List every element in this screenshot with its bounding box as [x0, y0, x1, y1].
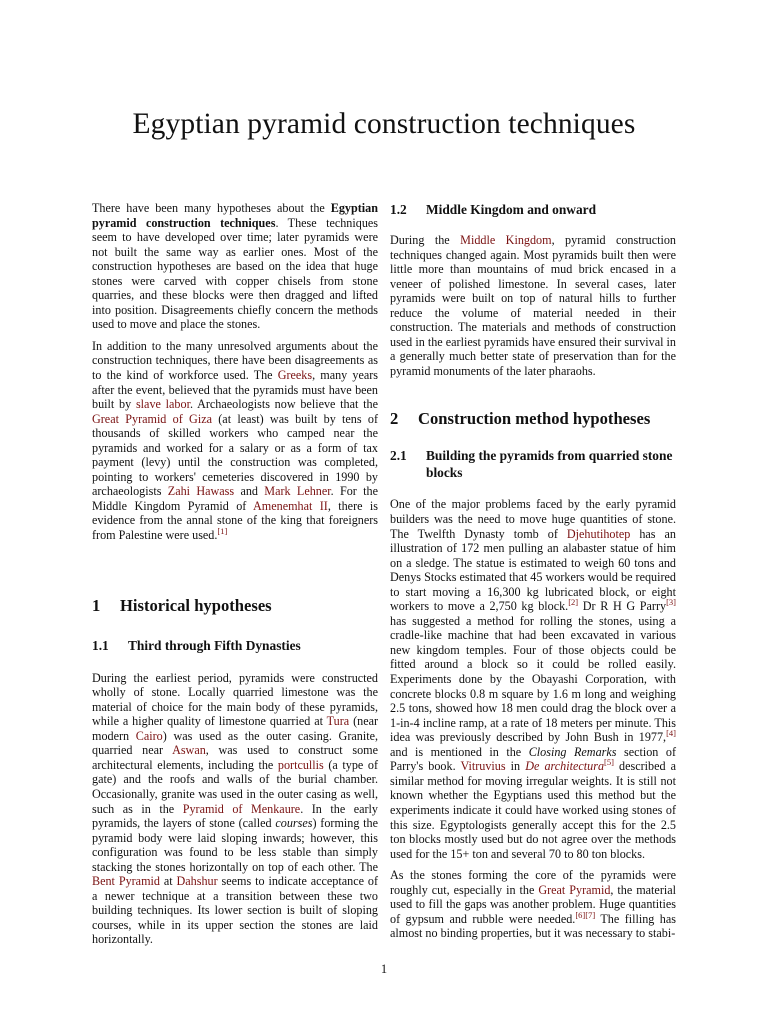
section-title: Third through Fifth Dynasties: [128, 637, 301, 653]
text: ) was used as the outer casing. Granite, quarried near: [92, 728, 378, 758]
link-dahshur[interactable]: Dahshur: [176, 874, 218, 889]
text: ) forming the pyramid body were laid sloping inwards; however, this configuration was found to be less stable than simply stacking the stones horizontally on top of each other. The: [92, 816, 378, 874]
text: at: [159, 874, 177, 889]
text: The filling has almost no binding properties, but it was necessary to stabi-: [390, 911, 676, 941]
link-tura[interactable]: Tura: [326, 714, 350, 729]
text: Dr R H G Parry: [578, 599, 667, 614]
text: in: [505, 759, 526, 774]
link-djehutihotep[interactable]: Djehutihotep: [566, 526, 631, 541]
section-number: 1.2: [390, 202, 407, 217]
text: During the earliest period, pyramids were constructed wholly of stone. Locally quarried limestone was the material of choice for the main body of these pyramids, while a higher quality of limestone quarried at: [92, 670, 378, 729]
section-2-1-paragraph-1: [390, 497, 676, 861]
link-vitruvius[interactable]: Vitruvius: [460, 759, 506, 774]
text: (a type of gate) and the roofs and walls of the burial chamber. Occasionally, granite was used in the outer casing as well, such as in the: [92, 757, 378, 816]
page-title: Egyptian pyramid construction techniques: [132, 108, 636, 140]
reference-3[interactable]: [3]: [666, 597, 676, 608]
text: . Archaeologists now believe that the: [189, 397, 378, 412]
text: has suggested a method for rolling the stones, using a cradle-like machine that had been excavated in various new kingdom temples. Four of those objects could be fitted around a block so it could be rolled easily. Experiments done by the Obayashi Corporation, with concrete blocks 0.8 m square by 1.6 m long and weighing 2.5 tons, showed how 18 men could drag the block over a 1-in-4 incline ramp, at a rate of 18 meters per minute. This idea was previously described by John Bush in 1977,: [390, 613, 676, 745]
section-title: Building the pyramids from quarried stone blocks: [426, 448, 673, 481]
section-title: Construction method hypotheses: [418, 409, 651, 429]
text: described a similar method for moving irregular weights. It is still not known whether the Egyptians used this method but the experiments indicate it could have worked using stones of this size. Egyptologists generally accept this for the 2.5 ton blocks mostly used but do not agree over the methods used for the 15+ ton and several 70 to 80 ton blocks.: [390, 759, 676, 861]
intro-paragraph-2: [92, 339, 378, 543]
reference-5[interactable]: [5]: [604, 757, 614, 768]
section-1-1-paragraph: [92, 671, 378, 947]
reference-1[interactable]: [1]: [217, 526, 228, 537]
link-greeks[interactable]: Greeks: [277, 368, 313, 383]
italic-term: courses: [275, 816, 313, 831]
link-portcullis[interactable]: portcullis: [277, 757, 324, 772]
link-great-pyramid-of-giza[interactable]: Great Pyramid of Giza: [92, 411, 212, 426]
text: and: [234, 484, 265, 499]
section-number: 2: [390, 409, 399, 429]
link-pyramid-of-menkaure[interactable]: Pyramid of Menkaure: [182, 801, 301, 816]
reference-4[interactable]: [4]: [666, 728, 676, 739]
text: There have been many hypotheses about the: [92, 201, 331, 215]
text: , the material used to fill the gaps was another problem. Huge quantities of gypsum and rubble were needed.: [390, 882, 676, 926]
left-column: [92, 201, 378, 947]
italic-term: Closing Remarks: [528, 744, 617, 759]
section-2-1-paragraph-2: [390, 868, 676, 941]
link-amenemhat-ii[interactable]: Amenemhat II: [253, 498, 328, 513]
reference-6-7[interactable]: [6][7]: [575, 909, 596, 920]
link-great-pyramid[interactable]: Great Pyramid: [538, 882, 611, 897]
intro-paragraph-1: [92, 201, 378, 332]
text: During the: [390, 233, 461, 247]
text: and is mentioned in the: [390, 744, 529, 759]
section-1-2-heading: [390, 201, 676, 218]
text: section of Parry's book.: [390, 744, 677, 774]
text: . In the early pyramids, the layers of stone (called: [92, 801, 378, 831]
link-aswan[interactable]: Aswan: [172, 743, 206, 758]
text: (at least) was built by tens of thousands of skilled workers who camped near the pyramids and worked for a salary or as a form of tax payment (levy) until the construction was completed, pointing to workers' cemeteries discovered in 1990 by archaeologists: [92, 411, 378, 499]
reference-2[interactable]: [2]: [568, 597, 579, 608]
right-column: [390, 201, 676, 941]
text: seems to indicate acceptance of a newer technique at a transition between these two building techniques. Its lower section is built of sloping courses, while in its upper section the stones are laid horizontally.: [92, 874, 378, 947]
text: In addition to the many unresolved arguments about the construction techniques, there have been disagreements as to the kind of workforce used. The: [92, 338, 378, 383]
text: , pyramid construction techniques changed again. Most pyramids built then were little more than mountains of mud brick encased in a veneer of polished limestone. In several cases, later pyramids were built on top of natural hills to further reduce the volume of material needed in their construction. The materials and methods of construction used in the earliest pyramids have ensured their survival in a generally much better state of preservation than for the pyramid monuments of the later pharaohs.: [390, 233, 676, 378]
link-mark-lehner[interactable]: Mark Lehner: [264, 484, 331, 499]
section-number: 1.1: [92, 637, 109, 653]
link-middle-kingdom[interactable]: Middle Kingdom: [460, 233, 552, 247]
text: . For the Middle Kingdom Pyramid of: [92, 484, 378, 513]
section-title: Historical hypotheses: [120, 595, 272, 615]
text: (near modern: [92, 714, 379, 743]
section-1-1-heading: [92, 637, 378, 654]
text: . These techniques seem to have developed over time; later pyramids were not built the same way as earlier ones. Most of the construction hypotheses are based on the idea that huge stones were carved with copper chisels from stone quarries, and these blocks were then dragged and lifted into position. Disagreements chiefly concern the methods used to move and place the stones.: [92, 215, 379, 332]
section-2-1-heading: [390, 447, 676, 481]
link-slave-labor[interactable]: slave labor: [135, 397, 190, 412]
text: has an illustration of 172 men pulling an alabaster statue of him on a sledge. The statue is estimated to weigh 60 tons and Denys Stocks estimated that 45 workers would be required to start moving a 16,300 kg lubricated block, or eight workers to move a 2,750 kg block.: [390, 526, 676, 614]
text: One of the major problems faced by the early pyramid builders was the need to move huge quantities of stone. The Twelfth Dynasty tomb of: [390, 497, 676, 541]
text: , there is evidence from the annal stone of the king that foreigners from Palestine were used.: [92, 498, 378, 543]
page-number: 1: [380, 962, 388, 976]
section-number: 2.1: [390, 448, 407, 464]
bold-term: Egyptian pyramid construction techniques: [92, 201, 378, 230]
text: As the stones forming the core of the pyramids were roughly cut, especially in the: [390, 868, 676, 897]
section-1-2-paragraph: [390, 233, 676, 378]
section-1-heading: [92, 596, 378, 616]
link-zahi-hawass[interactable]: Zahi Hawass: [167, 484, 235, 499]
link-bent-pyramid[interactable]: Bent Pyramid: [92, 874, 160, 889]
link-cairo[interactable]: Cairo: [135, 728, 163, 743]
section-title: Middle Kingdom and onward: [426, 202, 597, 217]
text: , many years after the event, believed that the pyramids must have been built by: [92, 368, 378, 412]
link-de-architectura[interactable]: De architectura: [525, 759, 605, 774]
section-2-heading: [390, 409, 676, 429]
text: , was used to construct some architectural elements, including the: [92, 743, 378, 772]
section-number: 1: [92, 595, 101, 615]
